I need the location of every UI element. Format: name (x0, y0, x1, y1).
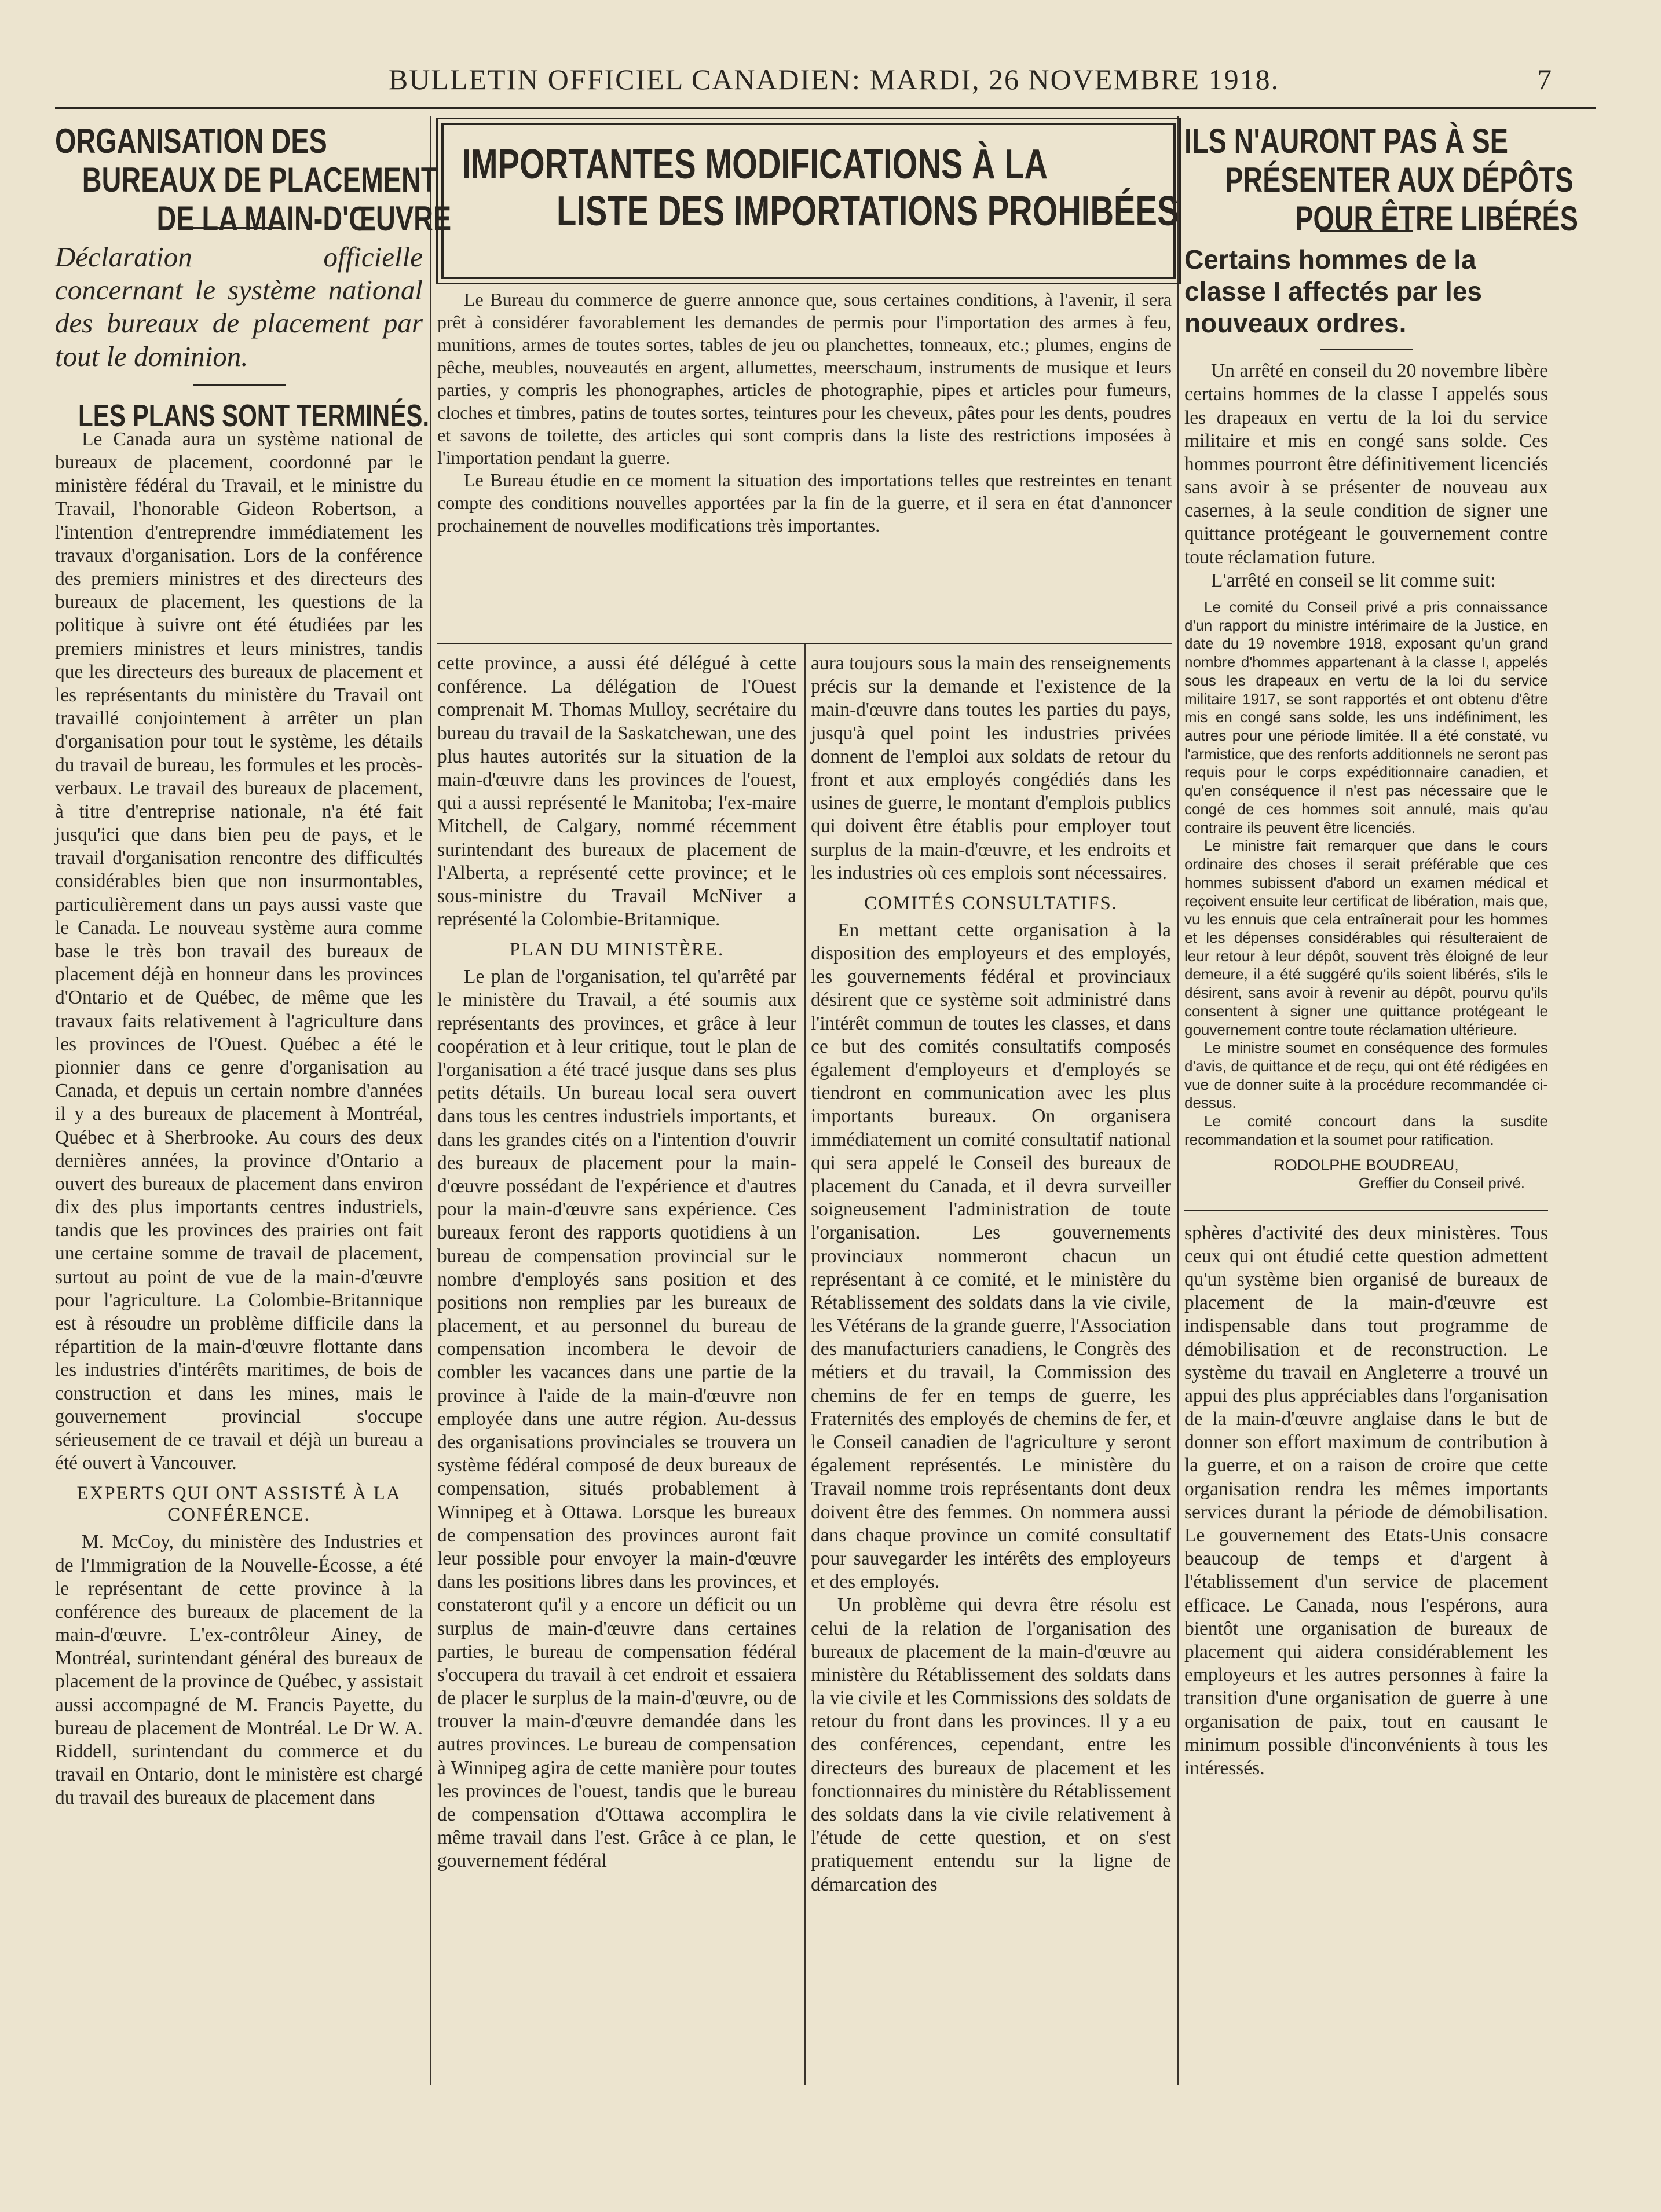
left-headline-line-1: ORGANISATION DES (55, 122, 327, 160)
center-b-paragraph: Un problème qui devra être résolu est celui de la relation de l'organisation des bureaux de placement de la main-d'œuvre au ministère du Rétablissement des soldats dans la vie civile et les Commissions des soldats de retour du front dans les provinces. Il y a eu des conférences, cependant, entre les directeurs des bureaux de placement et les fonctionnaires du ministère du Rétablissement des soldats dans la vie civile relativement à l'étude de cette question, et on s'est pratiquement entendu sur la ligne de démarcation des (811, 1594, 1171, 1895)
left-paragraph: M. McCoy, du ministère des Industries et de l'Immigration de la Nouvelle-Écosse, a été le représentant de cette province à la conférence des bureaux de placement de la main-d'œuvre. L'ex-contrôleur Ainey, de Montréal, surintendant général des bureaux de placement de la province de Québec, y assistait aussi accompagné de M. Francis Payette, du bureau de placement de Montréal. Le Dr W. A. Riddell, surintendant du commerce et du travail en Ontario, dont le ministère est chargé du travail des bureaux de placement dans (55, 1531, 423, 1809)
right-headline-line-2: PRÉSENTER AUX DÉPÔTS (1225, 160, 1574, 200)
center-intro-body (437, 288, 1172, 537)
center-a-paragraph: cette province, a aussi été délégué à cette conférence. La délégation de l'Ouest comprenait M. Thomas Mulloy, secrétaire du bureau du travail de la Saskatchewan, une des plus hautes autorités sur la situation de la main-d'œuvre dans les provinces de l'ouest, qui a aussi représenté le Manitoba; l'ex-maire Mitchell, de Calgary, nommé récemment surintendant des bureaux de placement de l'Alberta, a représenté cette province; et le sous-ministre du Travail McNiver a représenté la Colombie-Britannique. (437, 653, 796, 931)
left-section-title: EXPERTS QUI ONT ASSISTÉ À LA CONFÉRENCE. (76, 1483, 401, 1526)
center-intro-paragraph: Le Bureau étudie en ce moment la situation des importations telles que restreintes en tenant compte des conditions nouvelles apportées par la fin de la guerre, et il sera en état d'annoncer prochainement de nouvelles modifications très importantes. (437, 470, 1172, 536)
center-intro (437, 288, 1172, 636)
right-paragraph: Un arrêté en conseil du 20 novembre libère certains hommes de la classe I appelés sous les drapeaux en vertu de la loi du service militaire et mis en congé sans solde. Ces hommes pourront être définitivement licenciés sans avoir à se présenter de nouveau aux casernes, à la seule condition de signer une quittance protégeant le gouvernement contre toute réclamation future. (1184, 360, 1548, 568)
order-paragraph: Le ministre soumet en conséquence des formules d'avis, de quittance et de reçu, qui ont été rédigées en vue de donner suite à la procédure recommandée ci-dessus. (1184, 1039, 1548, 1112)
center-a-body (437, 965, 796, 1873)
page-number: 7 (1537, 63, 1552, 96)
short-rule (1320, 349, 1413, 350)
order-paragraph: Le comité concourt dans la susdite recommandation et la soumet pour ratification. (1184, 1112, 1548, 1148)
center-b-paragraph: En mettant cette organisation à la disposition des employeurs et des employés, les gouvernements fédéral et provinciaux désirent que ce système soit administré dans l'intérêt commun de toutes les classes, et dans ce but des comités consultatifs composés également d'employeurs et d'employés se tiendront en communication avec les plus importants bureaux. On organisera immédiatement un comité consultatif national qui sera appelé le Conseil des bureaux de placement du Canada, et il devra surveiller soigneusement l'administration de toute l'organisation. Les gouvernements provinciaux nommeront chacun un représentant à ce comité, et le ministère du Rétablissement des soldats dans la vie civile, les Vétérans de la grande guerre, l'Association des manufacturiers canadiens, le Congrès des métiers et du travail, la Commission des chemins de fer en temps de guerre, les Fraternités des employés de chemins de fer, et le Conseil canadien de l'agriculture y seront également représentés. Le ministère du Travail nomme trois représentants dont deux doivent être des femmes. On nommera aussi dans chaque province un comité consultatif pour sauvegarder les intérêts des employeurs et des employés. (811, 919, 1171, 1593)
right-headline-line-3: POUR ÊTRE LIBÉRÉS (1295, 199, 1578, 239)
center-horizontal-rule (437, 643, 1172, 644)
signature-title: Greffier du Conseil privé. (1358, 1174, 1525, 1192)
left-headline-line-2: BUREAUX DE PLACEMENT (82, 160, 438, 200)
left-section-body (55, 1530, 423, 1810)
top-rule (55, 107, 1596, 109)
left-headline (55, 122, 452, 239)
column-divider-center (804, 643, 806, 2085)
left-deck: Déclaration officielle concernant le système national des bureaux de placement par tout le dominion. (55, 240, 423, 372)
center-a-top (437, 652, 796, 931)
center-b-section-title: COMITÉS CONSULTATIFS. (864, 892, 1118, 914)
right-headline-line-1: ILS N'AURONT PAS À SE (1184, 122, 1508, 160)
center-headline-line-1: IMPORTANTES MODIFICATIONS À LA (462, 141, 1048, 188)
center-b-body (811, 919, 1171, 1896)
center-b-top (811, 652, 1171, 885)
short-rule (193, 384, 286, 386)
left-article (55, 122, 452, 2085)
center-column-a (437, 652, 796, 2082)
left-subhead: LES PLANS SONT TERMINÉS. (78, 398, 430, 433)
left-body (55, 428, 423, 1475)
right-article (1184, 122, 1578, 2085)
right-continuation-paragraph: sphères d'activité des deux ministères. Tous ceux qui ont étudié cette question admettent qu'un système bien organisé de bureaux de placement de la main-d'œuvre est indispensable dans tout programme de démobilisation et de reconstruction. Le système du travail en Angleterre a trouvé un appui des plus appréciables dans l'organisation de la main-d'œuvre anglaise dans le but de donner son effort maximum de contribution à la guerre, et on a raison de croire que cette organisation rendra les mêmes importants services durant la période de démobilisation. Le gouvernement des Etats-Unis consacre beaucoup de temps et d'argent à l'établissement d'un service de placement efficace. Le Canada, nous l'espérons, aura bientôt une organisation de bureaux de placement qui aidera considérablement les employeurs et les autres personnes à faire la transition d'une organisation de guerre à une organisation de paix, tout en causant le minimum possible d'inconvénients à tous les intéressés. (1184, 1222, 1548, 1779)
order-in-council (1184, 598, 1548, 1149)
order-paragraph: Le ministre fait remarquer que dans le cours ordinaire des choses il serait préférable que ces hommes subissent d'abord un examen médical et reçoivent ensuite leur certificat de libération, mais que, vu les ennuis que cela entraînerait pour les hommes et les dépenses considérables qui résulteraient de leur retour à leur dépôt, souvent très éloigné de leur demeure, il a été suggéré qu'ils soient libérés, s'ils le désirent, sans avoir à revenir au dépôt, pourvu qu'ils consentent à signer une quittance protégeant le gouvernement contre toute réclamation ultérieure. (1184, 837, 1548, 1038)
column-divider-right (1177, 116, 1179, 2085)
right-body (1184, 360, 1548, 592)
masthead: BULLETIN OFFICIEL CANADIEN: MARDI, 26 NOVEMBRE 1918. (388, 63, 1280, 96)
right-continuation (1184, 1210, 1548, 1781)
right-deck: Certains hommes de la classe I affectés par les nouveaux ordres. (1184, 244, 1482, 338)
right-paragraph: L'arrêté en conseil se lit comme suit: (1211, 569, 1496, 591)
center-b-paragraph: aura toujours sous la main des renseignements précis sur la demande et l'existence de la main-d'œuvre dans toutes les parties du pays, jusqu'à quel point les industries privées donnent de l'emploi aux soldats de retour du front et aux employés congédiés dans les usines de guerre, le montant d'emplois publics qui doivent être établis pour employer tout surplus de la main-d'œuvre, et les endroits et les industries où ces emplois sont nécessaires. (811, 653, 1171, 884)
center-headline-box (441, 123, 1179, 279)
signature-name: RODOLPHE BOUDREAU, (1274, 1156, 1459, 1174)
center-intro-paragraph: Le Bureau du commerce de guerre annonce que, sous certaines conditions, à l'avenir, il sera prêt à considérer favorablement les demandes de permis pour l'importation des armes à feu, munitions, armes de toutes sortes, tables de jeu ou planchettes, tonneaux, etc.; plumes, engins de pêche, meubles, nouveautés en argent, allumettes, meerschaum, instruments de musique et leurs parties, y compris les phonographes, articles de photographie, pipes et articles pour fumeurs, cloches et timbres, patins de toutes sortes, teintures pour les cheveux, pâtes pour les dents, poudres et savons de toilette, des articles qui sont compris dans la liste des restrictions imposées à l'importation pendant la guerre. (437, 289, 1172, 468)
center-headline (444, 125, 1179, 235)
left-headline-line-3: DE LA MAIN-D'ŒUVRE (156, 199, 452, 239)
column-divider-left (430, 116, 431, 2085)
center-a-section-title: PLAN DU MINISTÈRE. (509, 939, 725, 961)
center-column-b (811, 652, 1171, 2082)
order-paragraph: Le comité du Conseil privé a pris connaissance d'un rapport du ministre intérimaire de la Justice, en date du 19 novembre 1918, exposant qu'un grand nombre d'hommes appartenant à la classe I, appelés sous les drapeaux en vertu de la loi du service militaire 1917, se sont rapportés et ont obtenu d'être mis en congé sans solde, les uns indéfiniment, les autres pour une période limitée. Il a été constaté, vu l'armistice, que des renforts additionnels ne seront pas requis pour le corps expéditionnaire canadien, et qu'en conséquence il n'est pas nécessaire que le congé de ces hommes soit annulé, mais qu'au contraire ils peuvent être licenciés. (1184, 598, 1548, 836)
left-paragraph: Le Canada aura un système national de bureaux de placement, coordonné par le ministère fédéral du Travail, et le ministre du Travail, l'honorable Gideon Robertson, a l'intention d'entreprendre immédiatement les travaux d'organisation. Lors de la conférence des premiers ministres et des directeurs des bureaux de placement, les questions de la politique à suivre ont été étudiées par les premiers ministres et leurs ministres, tandis que les directeurs des bureaux de placement et les représentants du ministère du Travail ont travaillé conjointement à arrêter un plan d'organisation pour tout le système, les détails du travail de bureau, les formules et les procès-verbaux. Le travail des bureaux de placement, à titre d'entreprise nationale, n'a été fait jusqu'ici que dans bien peu de pays, et le travail d'organisation rencontre des difficultés considérables bien que non insurmontables, particulièrement dans un pays aussi vaste que le Canada. Le nouveau système aura comme base le très bon travail des bureaux de placement déjà en honneur dans les provinces d'Ontario et de Québec, de même que les travaux faits relativement à l'agriculture dans les provinces de l'Ouest. Québec a été le pionnier dans ce genre d'organisation au Canada, et depuis un certain nombre d'années il y a des bureaux de placement à Montréal, Québec et à Sherbrooke. Au cours des deux dernières années, la province d'Ontario a ouvert des bureaux de placement dans environ dix des plus importants centres industriels, tandis que les provinces des prairies ont fait une certaine somme de travail de placement, surtout au point de vue de la main-d'œuvre pour l'agriculture. La Colombie-Britannique est à résoudre un problème difficile dans la répartition de la main-d'œuvre flottante dans les industries d'intérêts maritimes, de bois de construction et dans les mines, mais le gouvernement provincial s'occupe sérieusement de ce travail et déjà un bureau a été ouvert à Vancouver. (55, 428, 423, 1474)
center-headline-line-2: LISTE DES IMPORTATIONS PROHIBÉES (557, 188, 1179, 235)
right-headline (1184, 122, 1578, 239)
center-a-paragraph: Le plan de l'organisation, tel qu'arrêté par le ministère du Travail, a été soumis aux représentants des provinces, et grâce à leur coopération et à leur critique, tout le plan de l'organisation a été tracé jusque dans ses plus petits détails. Un bureau local sera ouvert dans tous les centres industriels importants, et dans les grandes cités on a l'intention d'ouvrir des bureaux de placement pour la main-d'œuvre possédant de l'expérience et d'autres pour la main-d'œuvre sans expérience. Ces bureaux feront des rapports quotidiens à un bureau de compensation provincial sur le nombre d'employés sans position et des positions non remplies par les bureaux de placement, et au personnel du bureau de compensation incombera le devoir de combler les vacances dans une partie de la province à l'aide de la main-d'œuvre non employée dans une autre région. Au-dessus des organisations provinciales se trouvera un système fédéral composé de deux bureaux de compensation, situés probablement à Winnipeg et à Ottawa. Lorsque les bureaux de compensation des provinces auront fait leur possible pour envoyer la main-d'œuvre dans les positions libres dans les provinces, et constateront qu'il y a encore un déficit ou un surplus de main-d'œuvre dans certaines parties, le bureau de compensation fédéral s'occupera du travail à cet endroit et essaiera de placer le surplus de la main-d'œuvre, ou de trouver la main-d'œuvre demandée dans les autres provinces. Le bureau de compensation à Winnipeg agira de cette manière pour toutes les provinces de l'ouest, tandis que le bureau de compensation d'Ottawa accomplira le même travail dans l'est. Grâce à ce plan, le gouvernement fédéral (437, 966, 796, 1872)
